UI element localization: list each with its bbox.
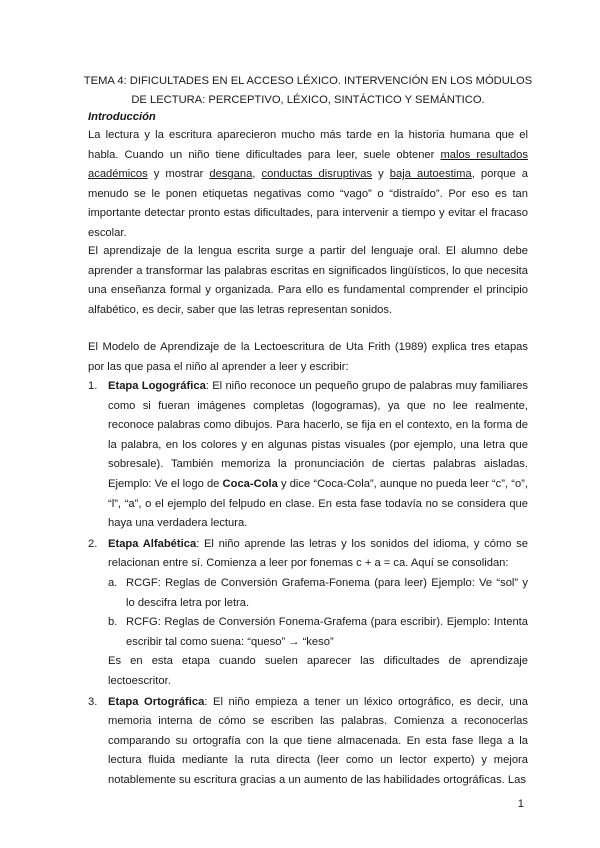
sub-list-item	[88, 574, 528, 613]
stage-text-b: y dice “Coca-Cola”, aunque no pueda leer “c”, “o”, “l”, “a”, o el ejemplo del felpudo en clase. En esta fase todavía no se considera que haya una verdadera lectura.	[108, 477, 528, 530]
stage-text-a: : El niño reconoce un pequeño grupo de palabras muy familiares como si fueran imágenes completas (logogramas), ya que no lee realmente, reconoce palabras como dibujos. Para hacerlo, se fija en el contexto, en la forma de la palabra, en los colores y en algunas pistas visuales (por ejemplo, una letra que sobresale). También memoriza la pronunciación de ciertas palabras aisladas. Ejemplo: Ve el logo de	[108, 380, 528, 490]
sub-letter: b.	[108, 616, 118, 629]
sub-text: RCGF: Reglas de Conversión Grafema-Fonema (para leer) Ejemplo: Ve “sol” y lo descifra letra por letra.	[126, 576, 528, 609]
p1-text-a: La lectura y la escritura aparecieron mucho más tarde en la historia humana que el habla. Cuando un niño tiene dificultades para leer, suele obtener	[88, 129, 528, 161]
paragraph-2: El aprendizaje de la lengua escrita surge a partir del lenguaje oral. El alumno debe aprender a transformar las palabras escritas en significados lingüísticos, lo que necesita una enseñanza formal y organizada. Para ello es fundamental comprender el principio alfabético, es decir, saber que las letras representan sonidos.	[88, 245, 528, 316]
stage-name: Etapa Logográfica	[108, 380, 206, 392]
document-title	[70, 72, 546, 109]
paragraph-1	[88, 126, 528, 244]
title-line-1: TEMA 4: DIFICULTADES EN EL ACCESO LÉXICO. INTERVENCIÓN EN LOS MÓDULOS	[83, 75, 533, 87]
p1-text-e: , porque a menudo se le ponen etiquetas negativas como “vago” o “distraído”. Por eso es tan importante detectar pronto estas dificultades, para intervenir a tiempo y evitar el fracaso escolar.	[88, 168, 528, 239]
paragraph-3: El Modelo de Aprendizaje de la Lectoescritura de Uta Frith (1989) explica tres etapas por las que pasa el niño al aprender a leer y escribir:	[88, 341, 528, 373]
p1-text-d: y	[372, 168, 390, 181]
stage-name: Etapa Alfabética	[108, 537, 197, 550]
p1-underline-4: baja autoestima	[389, 168, 472, 181]
p1-text-b: y mostrar	[147, 168, 210, 181]
list-number: 3.	[88, 695, 98, 708]
stage-text-a: : El niño aprende las letras y los sonidos del idioma, y cómo se relacionan entre sí. Comienza a leer por fonemas c + a = ca. Aquí se consolidan:	[108, 537, 528, 570]
title-line-2: DE LECTURA: PERCEPTIVO, LÉXICO, SINTÁCTICO Y SEMÁNTICO.	[131, 93, 485, 106]
list-item	[88, 693, 528, 791]
sub-text: RCFG: Reglas de Conversión Fonema-Grafema (para escribir). Ejemplo: Intenta escribir tal como suena: “queso” → “keso”	[126, 616, 528, 648]
sub-letter: a.	[108, 576, 118, 589]
p1-text-c: ,	[252, 168, 262, 181]
stage-bold-word: Coca-Cola	[222, 477, 278, 490]
stage-name: Etapa Ortográfica	[108, 695, 205, 708]
list-number: 2.	[88, 537, 98, 550]
sub-list-item	[88, 613, 528, 652]
section-heading-introduccion: Introducción	[88, 111, 156, 123]
stage-note: Es en esta etapa cuando suelen aparecer las dificultades de aprendizaje lectoescritor.	[108, 655, 528, 687]
stage-text-a: : El niño empieza a tener un léxico ortográfico, es decir, una memoria interna de cómo se escriben las palabras. Comienza a reconocerlas comparando su ortografía con la que tiene almacenada. En esta fase llega a la lectura fluida mediante la ruta directa (leer como un lector experto) y mejora notablemente su escritura gracias a un aumento de las habilidades ortográficas. Las	[108, 695, 528, 786]
p1-underline-1: malos resultados académicos	[88, 148, 528, 181]
list-item	[88, 377, 528, 534]
list-number: 1.	[88, 380, 98, 392]
stages-list	[88, 377, 528, 790]
p1-underline-2: desgana	[209, 168, 253, 181]
list-item	[88, 535, 528, 574]
page-number: 1	[517, 798, 524, 810]
p1-underline-3: conductas disruptivas	[261, 168, 373, 181]
